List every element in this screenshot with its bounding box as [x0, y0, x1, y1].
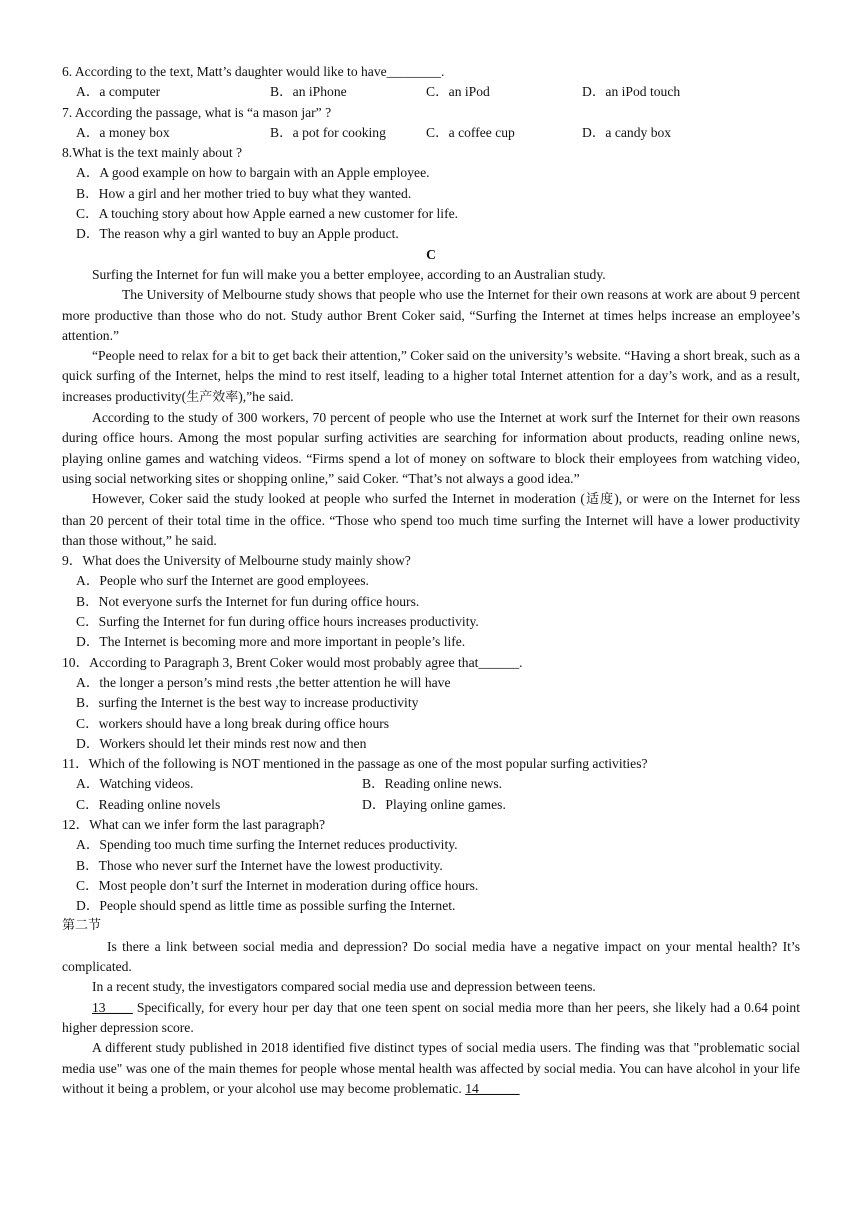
paragraph-text: Specifically, for every hour per day that one teen spent on social media more than her peers, she likely had a 0.64 point higher depression score. — [62, 999, 800, 1035]
option-b: B．surfing the Internet is the best way to increase productivity — [76, 695, 419, 711]
passage-2-paragraph-1: Is there a link between social media and depression? Do social media have a negative impact on your mental health? It’s complicated. — [62, 938, 800, 975]
option-a: A．Spending too much time surfing the Internet reduces productivity. — [76, 837, 458, 853]
option-a: A．A good example on how to bargain with an Apple employee. — [76, 165, 430, 181]
question-8-stem: 8.What is the text mainly about ? — [62, 145, 243, 161]
question-6-stem: 6. According to the text, Matt’s daughter would like to have________. — [62, 64, 445, 79]
question-12-stem: 12．What can we infer form the last paragraph? — [62, 816, 326, 832]
option-d: D．Workers should let their minds rest now and then — [76, 735, 367, 751]
option-b: B．How a girl and her mother tried to buy what they wanted. — [76, 185, 412, 201]
question-7-options — [62, 123, 800, 143]
option-c: C．an iPod — [426, 84, 490, 100]
option-c: C．workers should have a long break during office hours — [76, 715, 390, 731]
option-a: A．Watching videos. — [76, 776, 194, 792]
option-d: D．People should spend as little time as possible surfing the Internet. — [76, 898, 456, 914]
paragraph-text: “People need to relax for a bit to get back their attention,” Coker said on the university’s website. “Having a short break, such as a quick surfing of the Internet, helps the mind to rest itself, leading to a higher total Internet attention for a day’s work, and as a result, increases productivity( — [62, 348, 800, 404]
option-a: A．People who surf the Internet are good employees. — [76, 573, 369, 589]
passage-2-paragraph-2: In a recent study, the investigators compared social media use and depression between teens. — [92, 979, 596, 995]
passage-c-paragraph-4: According to the study of 300 workers, 70 percent of people who use the Internet at work surf the Internet for their own reasons during office hours. Among the most popular surfing activities are searching for information about products, reading online news, playing online games and watching videos. “Firms spend a lot of money on software to block their employees from watching video, using social networking sites or shopping online,” said Coker. “That’s not always a good idea.” — [62, 410, 800, 486]
paragraph-text: ),”he said. — [238, 388, 294, 404]
option-c: C．Reading online novels — [76, 796, 221, 812]
paragraph-text: However, Coker said the study looked at people who surfed the Internet in moderation ( — [92, 491, 585, 507]
blank-14[interactable]: 14______ — [465, 1080, 520, 1096]
question-7-stem: 7. According the passage, what is “a mason jar” ? — [62, 104, 332, 120]
option-a: A．a computer — [76, 84, 161, 100]
option-d: D．an iPod touch — [582, 84, 681, 100]
option-c: C．Surfing the Internet for fun during office hours increases productivity. — [76, 614, 479, 630]
question-11-options-row-2 — [62, 795, 800, 815]
passage-c-paragraph-5 — [62, 489, 800, 551]
question-10-stem: 10．According to Paragraph 3, Brent Coker would most probably agree that______. — [62, 654, 523, 670]
question-9-stem: 9．What does the University of Melbourne study mainly show? — [62, 553, 411, 569]
option-d: D．The Internet is becoming more and more important in people’s life. — [76, 634, 466, 650]
exam-page — [62, 62, 800, 1099]
question-11-stem: 11．Which of the following is NOT mentioned in the passage as one of the most popular surfing activities? — [62, 756, 648, 772]
option-d: D．The reason why a girl wanted to buy an Apple product. — [76, 226, 399, 242]
option-b: B．Reading online news. — [362, 776, 503, 792]
section-2-title: 第二节 — [62, 918, 102, 934]
chinese-gloss: 适度 — [584, 492, 615, 508]
option-d: D．Playing online games. — [362, 796, 506, 812]
option-d: D．a candy box — [582, 124, 672, 140]
passage-2-paragraph-3 — [62, 998, 800, 1039]
passage-c-paragraph-1: Surfing the Internet for fun will make you a better employee, according to an Australian study. — [92, 266, 606, 282]
option-c: C．Most people don’t surf the Internet in moderation during office hours. — [76, 877, 479, 893]
chinese-gloss: 生产效率 — [186, 389, 239, 405]
option-c: C．A touching story about how Apple earned a new customer for life. — [76, 206, 459, 222]
option-b: B．a pot for cooking — [270, 124, 386, 140]
option-a: A．the longer a person’s mind rests ,the better attention he will have — [76, 674, 451, 690]
option-b: B．Those who never surf the Internet have the lowest productivity. — [76, 857, 443, 873]
option-a: A．a money box — [76, 124, 170, 140]
question-11-options-row-1 — [62, 774, 800, 794]
question-6-options — [62, 82, 800, 102]
option-c: C．a coffee cup — [426, 124, 515, 140]
option-b: B．an iPhone — [270, 84, 347, 100]
section-c-title: C — [426, 246, 436, 262]
passage-c-paragraph-3 — [62, 346, 800, 408]
passage-c-paragraph-2: The University of Melbourne study shows that people who use the Internet for their own reasons at work are about 9 percent more productive than those who do not. Study author Brent Coker said, “Surfing the Internet at times helps increase an employee’s attention.” — [62, 287, 800, 343]
option-b: B．Not everyone surfs the Internet for fun during office hours. — [76, 593, 420, 609]
passage-2-paragraph-4 — [62, 1038, 800, 1099]
paragraph-text: A different study published in 2018 identified five distinct types of social media users. The finding was that "problematic social media use" was one of the main themes for people whose mental health was affected by social media. You can have alcohol in your life without it being a problem, or your alcohol use may become problematic. — [62, 1040, 800, 1096]
paragraph-text: ), or were on the Internet for less than 20 percent of their total time in the office. “Those who spend too much time surfing the Internet will have a lower productivity than those without,” he said. — [62, 491, 800, 548]
blank-13[interactable]: 13____ — [92, 999, 133, 1015]
